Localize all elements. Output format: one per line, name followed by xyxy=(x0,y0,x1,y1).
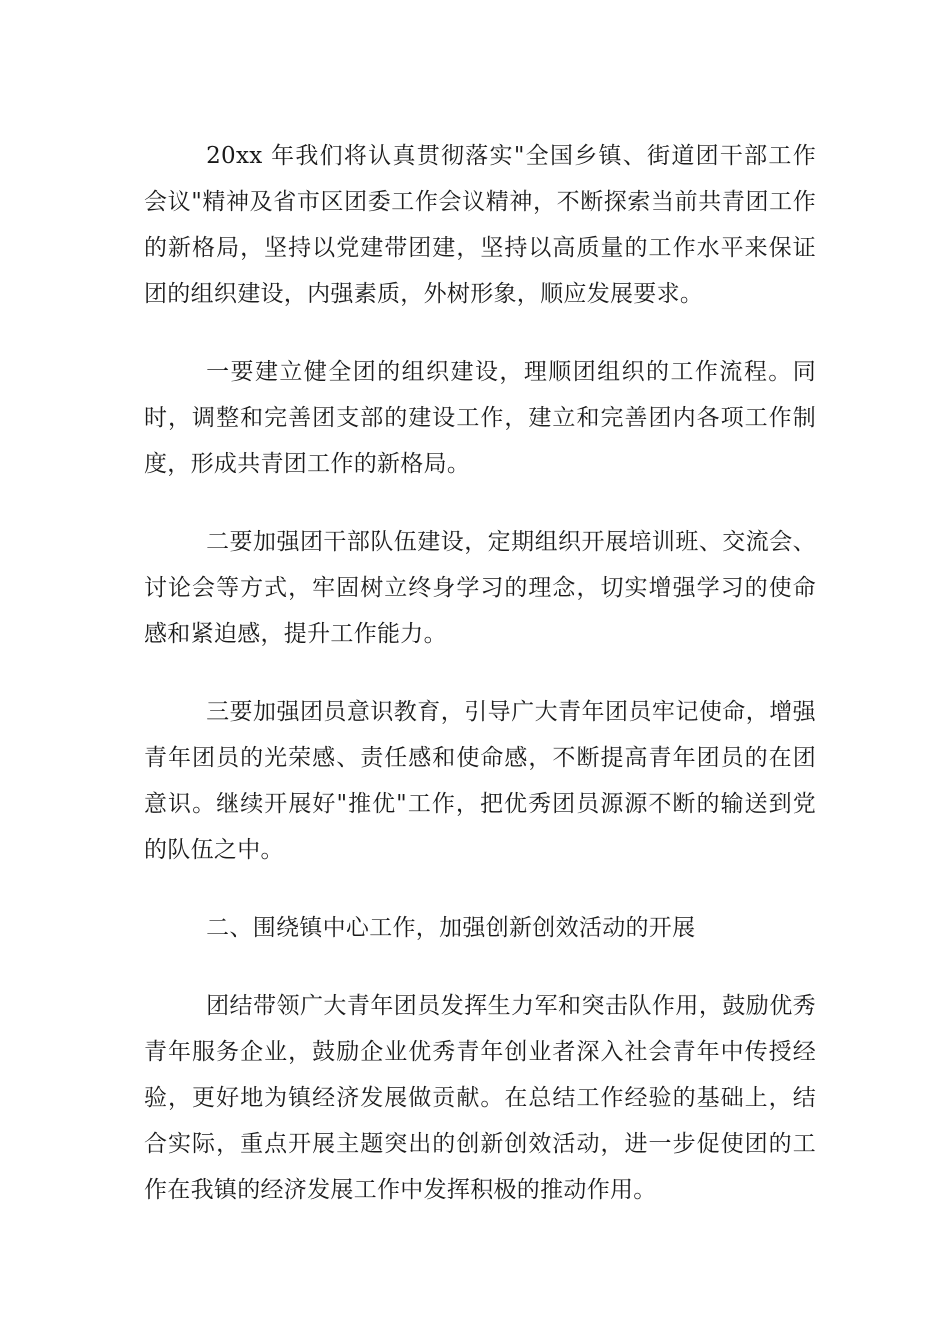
paragraph-member-awareness: 三要加强团员意识教育，引导广大青年团员牢记使命，增强青年团员的光荣感、责任感和使命感，不断提高青年团员的在团意识。继续开展好"推优"工作，把优秀团员源源不断的输送到党的队伍之中。 xyxy=(144,699,816,863)
paragraph-work-plan-intro: 20xx 年我们将认真贯彻落实"全国乡镇、街道团干部工作会议"精神及省市区团委工作会议精神，不断探索当前共青团工作的新格局，坚持以党建带团建，坚持以高质量的工作水平来保证团的组织建设，内强素质，外树形象，顺应发展要求。 xyxy=(144,143,816,307)
section-heading-innovation: 二、围绕镇中心工作，加强创新创效活动的开展 xyxy=(206,915,696,941)
document-body xyxy=(144,133,816,1245)
paragraph-innovation-activities: 团结带领广大青年团员发挥生力军和突击队作用，鼓励优秀青年服务企业，鼓励企业优秀青年创业者深入社会青年中传授经验，更好地为镇经济发展做贡献。在总结工作经验的基础上，结合实际，重点开展主题突出的创新创效活动，进一步促使团的工作在我镇的经济发展工作中发挥积极的推动作用。 xyxy=(144,993,816,1203)
paragraph-organization-building: 一要建立健全团的组织建设，理顺团组织的工作流程。同时，调整和完善团支部的建设工作，建立和完善团内各项工作制度，形成共青团工作的新格局。 xyxy=(144,359,816,477)
paragraph-cadre-team-building: 二要加强团干部队伍建设，定期组织开展培训班、交流会、讨论会等方式，牢固树立终身学习的理念，切实增强学习的使命感和紧迫感，提升工作能力。 xyxy=(144,529,816,647)
